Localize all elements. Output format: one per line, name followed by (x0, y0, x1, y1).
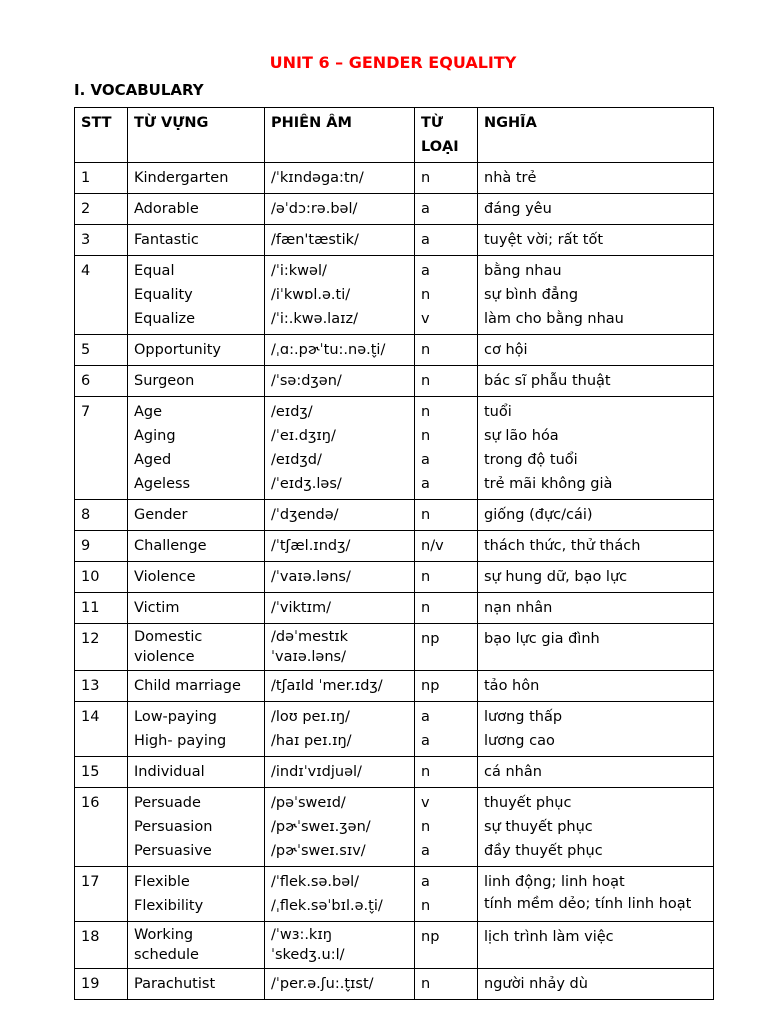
meaning-text: nạn nhân (484, 600, 553, 616)
pos-text: a (421, 232, 430, 248)
ipa-text: /ˈi:kwəl/ (271, 263, 327, 279)
word-text: High- paying (134, 733, 227, 749)
cell-word (128, 671, 265, 702)
cell-word (128, 366, 265, 397)
table-row (75, 256, 714, 335)
cell-meaning (478, 702, 714, 757)
meaning-text: tuyệt vời; rất tốt (484, 232, 604, 248)
word-text: Flexibility (134, 898, 204, 914)
cell-stt: 8 (75, 500, 128, 531)
table-row (75, 397, 714, 500)
pos-text: a (421, 874, 430, 890)
ipa-text: /ˈviktɪm/ (271, 600, 331, 616)
cell-word (128, 500, 265, 531)
meaning-text: cơ hội (484, 342, 528, 358)
word-text: Aged (134, 452, 172, 468)
meaning-text: bạo lực gia đình (484, 631, 600, 647)
cell-word (128, 335, 265, 366)
cell-pos (415, 500, 478, 531)
table-row (75, 671, 714, 702)
table-row (75, 788, 714, 867)
ipa-text: /tʃaɪld ˈmer.ɪdʒ/ (271, 678, 383, 694)
pos-text: n (421, 373, 431, 389)
word-text: Aging (134, 428, 176, 444)
cell-stt: 1 (75, 163, 128, 194)
pos-text: np (421, 678, 440, 694)
meaning-text: trong độ tuổi (484, 452, 578, 468)
ipa-text: /pɚˈsweɪ.sɪv/ (271, 843, 366, 859)
table-row (75, 757, 714, 788)
meaning-text: trẻ mãi không già (484, 476, 613, 492)
ipa-text: /loʊ peɪ.ɪŋ/ (271, 709, 350, 725)
word-text: Opportunity (134, 342, 222, 358)
cell-stt: 17 (75, 867, 128, 922)
cell-stt: 14 (75, 702, 128, 757)
header-pos-line1: TỪ (421, 115, 444, 131)
cell-word (128, 702, 265, 757)
ipa-text: /dəˈmestɪk ˈvaɪə.ləns/ (271, 629, 349, 665)
word-text: Persuasion (134, 819, 213, 835)
table-row (75, 702, 714, 757)
meaning-text: thuyết phục (484, 795, 572, 811)
cell-pos (415, 593, 478, 624)
cell-stt: 5 (75, 335, 128, 366)
ipa-text: /ˈeɪdʒ.ləs/ (271, 476, 342, 492)
cell-pos (415, 757, 478, 788)
cell-ipa (265, 500, 415, 531)
cell-ipa (265, 194, 415, 225)
meaning-text: thách thức, thử thách (484, 538, 641, 554)
table-row (75, 922, 714, 969)
cell-word (128, 225, 265, 256)
cell-word (128, 562, 265, 593)
pos-text: a (421, 476, 430, 492)
word-text: Kindergarten (134, 170, 229, 186)
meaning-text: cá nhân (484, 764, 542, 780)
cell-meaning (478, 335, 714, 366)
cell-ipa (265, 624, 415, 671)
pos-text: np (421, 929, 440, 945)
cell-word (128, 397, 265, 500)
ipa-text: /eɪdʒd/ (271, 452, 322, 468)
word-text: Parachutist (134, 976, 216, 992)
cell-word (128, 969, 265, 1000)
cell-stt: 18 (75, 922, 128, 969)
cell-pos (415, 671, 478, 702)
table-row (75, 500, 714, 531)
cell-pos (415, 366, 478, 397)
cell-word (128, 624, 265, 671)
table-row (75, 163, 714, 194)
vocabulary-table (74, 107, 714, 1000)
cell-ipa (265, 256, 415, 335)
cell-pos (415, 397, 478, 500)
cell-pos (415, 335, 478, 366)
meaning-text: sự bình đẳng (484, 287, 579, 303)
cell-stt: 9 (75, 531, 128, 562)
word-text: Challenge (134, 538, 207, 554)
page-title: UNIT 6 – GENDER EQUALITY (269, 53, 517, 72)
ipa-text: /ˈeɪ.dʒɪŋ/ (271, 428, 336, 444)
cell-meaning (478, 531, 714, 562)
section-heading: I. VOCABULARY (74, 81, 204, 99)
pos-text: np (421, 631, 440, 647)
word-text: Working schedule (134, 927, 199, 963)
cell-meaning (478, 225, 714, 256)
table-header-row (75, 108, 714, 163)
word-text: Flexible (134, 874, 190, 890)
cell-word (128, 163, 265, 194)
ipa-text: /iˈkwɒl.ə.ti/ (271, 287, 351, 303)
meaning-text: giống (đực/cái) (484, 507, 593, 523)
ipa-text: /ˈvaɪə.ləns/ (271, 569, 351, 585)
cell-word (128, 788, 265, 867)
ipa-text: /fæn'tæstik/ (271, 232, 359, 248)
ipa-text: /ˌɑ:.pɚˈtu:.nə.t̬i/ (271, 342, 386, 358)
word-text: Equality (134, 287, 193, 303)
header-pos (415, 108, 478, 163)
meaning-text: người nhảy dù (484, 976, 588, 992)
ipa-text: /ˈwɜ:.kɪŋ ˈskedʒ.u:l/ (271, 927, 345, 963)
table-row (75, 225, 714, 256)
cell-ipa (265, 562, 415, 593)
cell-pos (415, 922, 478, 969)
pos-text: a (421, 709, 430, 725)
cell-meaning (478, 256, 714, 335)
cell-ipa (265, 335, 415, 366)
cell-stt: 3 (75, 225, 128, 256)
word-text: Adorable (134, 201, 199, 217)
cell-ipa (265, 867, 415, 922)
ipa-text: /ˈflek.sə.bəl/ (271, 874, 360, 890)
table-row (75, 366, 714, 397)
cell-meaning (478, 397, 714, 500)
cell-pos (415, 562, 478, 593)
cell-stt: 10 (75, 562, 128, 593)
pos-text: v (421, 311, 430, 327)
table-row (75, 593, 714, 624)
pos-text: a (421, 733, 430, 749)
word-text: Individual (134, 764, 205, 780)
cell-pos (415, 194, 478, 225)
meaning-text: tính mềm dẻo; tính linh hoạt (484, 896, 692, 912)
cell-pos (415, 531, 478, 562)
cell-stt: 2 (75, 194, 128, 225)
pos-text: n (421, 819, 431, 835)
table-row (75, 194, 714, 225)
cell-meaning (478, 593, 714, 624)
word-text: Victim (134, 600, 180, 616)
meaning-text: bằng nhau (484, 263, 562, 279)
pos-text: a (421, 201, 430, 217)
cell-ipa (265, 922, 415, 969)
ipa-text: /haɪ peɪ.ɪŋ/ (271, 733, 352, 749)
cell-meaning (478, 366, 714, 397)
ipa-text: /pəˈsweɪd/ (271, 795, 346, 811)
meaning-text: sự lão hóa (484, 428, 559, 444)
cell-ipa (265, 969, 415, 1000)
cell-meaning (478, 671, 714, 702)
cell-word (128, 256, 265, 335)
cell-pos (415, 163, 478, 194)
ipa-text: /eɪdʒ/ (271, 404, 313, 420)
table-row (75, 867, 714, 922)
table-row (75, 624, 714, 671)
meaning-text: bác sĩ phẫu thuật (484, 373, 611, 389)
pos-text: v (421, 795, 430, 811)
pos-text: n (421, 342, 431, 358)
word-text: Child marriage (134, 678, 241, 694)
cell-ipa (265, 593, 415, 624)
cell-meaning (478, 757, 714, 788)
cell-ipa (265, 757, 415, 788)
word-text: Violence (134, 569, 196, 585)
cell-pos (415, 788, 478, 867)
cell-stt: 16 (75, 788, 128, 867)
word-text: Low-paying (134, 709, 217, 725)
cell-ipa (265, 397, 415, 500)
meaning-text: lương thấp (484, 709, 563, 725)
meaning-text: linh động; linh hoạt (484, 874, 625, 890)
vocabulary-rows (75, 163, 714, 1000)
meaning-text: nhà trẻ (484, 170, 537, 186)
word-text: Surgeon (134, 373, 195, 389)
cell-stt: 7 (75, 397, 128, 500)
cell-stt: 12 (75, 624, 128, 671)
cell-stt: 11 (75, 593, 128, 624)
table-row (75, 969, 714, 1000)
cell-ipa (265, 163, 415, 194)
meaning-text: lương cao (484, 733, 555, 749)
word-text: Persuasive (134, 843, 212, 859)
header-ipa: PHIÊN ÂM (265, 108, 415, 163)
cell-word (128, 593, 265, 624)
header-word: TỪ VỰNG (128, 108, 265, 163)
word-text: Equalize (134, 311, 196, 327)
pos-text: n (421, 404, 431, 420)
pos-text: a (421, 843, 430, 859)
ipa-text: /ˈtʃæl.ɪndʒ/ (271, 538, 351, 554)
cell-pos (415, 702, 478, 757)
cell-ipa (265, 366, 415, 397)
header-pos-line2: LOẠI (421, 139, 459, 155)
meaning-text: tảo hôn (484, 678, 540, 694)
meaning-text: sự thuyết phục (484, 819, 593, 835)
ipa-text: /pɚˈsweɪ.ʒən/ (271, 819, 371, 835)
cell-stt: 4 (75, 256, 128, 335)
pos-text: n (421, 764, 431, 780)
cell-stt: 13 (75, 671, 128, 702)
cell-meaning (478, 624, 714, 671)
meaning-text: tuổi (484, 404, 512, 420)
word-text: Fantastic (134, 232, 199, 248)
ipa-text: /ˈkɪndəga:tn/ (271, 170, 364, 186)
meaning-text: đáng yêu (484, 201, 552, 217)
cell-word (128, 531, 265, 562)
ipa-text: /əˈdɔ:rə.bəl/ (271, 201, 358, 217)
table-row (75, 335, 714, 366)
meaning-text: sự hung dữ, bạo lực (484, 569, 628, 585)
cell-ipa (265, 702, 415, 757)
header-meaning: NGHĨA (478, 108, 714, 163)
cell-meaning (478, 867, 714, 922)
cell-meaning (478, 969, 714, 1000)
cell-word (128, 194, 265, 225)
cell-word (128, 757, 265, 788)
word-text: Age (134, 404, 163, 420)
ipa-text: /ˈsə:dʒən/ (271, 373, 342, 389)
cell-stt: 15 (75, 757, 128, 788)
cell-ipa (265, 531, 415, 562)
pos-text: a (421, 452, 430, 468)
pos-text: n (421, 600, 431, 616)
cell-meaning (478, 194, 714, 225)
word-text: Gender (134, 507, 188, 523)
ipa-text: /ˈper.ə.ʃu:.t̬ɪst/ (271, 976, 374, 992)
pos-text: a (421, 263, 430, 279)
pos-text: n (421, 976, 431, 992)
word-text: Equal (134, 263, 175, 279)
cell-ipa (265, 225, 415, 256)
pos-text: n (421, 287, 431, 303)
meaning-text: làm cho bằng nhau (484, 311, 624, 327)
pos-text: n (421, 507, 431, 523)
cell-word (128, 922, 265, 969)
cell-meaning (478, 163, 714, 194)
pos-text: n (421, 170, 431, 186)
table-row (75, 562, 714, 593)
word-text: Ageless (134, 476, 191, 492)
cell-pos (415, 867, 478, 922)
cell-pos (415, 624, 478, 671)
ipa-text: /ˈi:.kwə.laɪz/ (271, 311, 358, 327)
cell-meaning (478, 562, 714, 593)
pos-text: n (421, 428, 431, 444)
cell-pos (415, 225, 478, 256)
meaning-text: lịch trình làm việc (484, 929, 614, 945)
cell-stt: 19 (75, 969, 128, 1000)
cell-meaning (478, 500, 714, 531)
table-row (75, 531, 714, 562)
ipa-text: /ˈdʒendə/ (271, 507, 339, 523)
cell-meaning (478, 922, 714, 969)
ipa-text: /ˌflek.səˈbɪl.ə.t̬i/ (271, 898, 383, 914)
cell-stt: 6 (75, 366, 128, 397)
pos-text: n/v (421, 538, 444, 554)
header-stt: STT (75, 108, 128, 163)
ipa-text: /indɪˈvɪdjuəl/ (271, 764, 362, 780)
pos-text: n (421, 569, 431, 585)
cell-pos (415, 969, 478, 1000)
meaning-text: đầy thuyết phục (484, 843, 603, 859)
cell-pos (415, 256, 478, 335)
word-text: Domestic violence (134, 629, 203, 665)
cell-ipa (265, 788, 415, 867)
cell-word (128, 867, 265, 922)
cell-meaning (478, 788, 714, 867)
word-text: Persuade (134, 795, 201, 811)
pos-text: n (421, 898, 431, 914)
cell-ipa (265, 671, 415, 702)
